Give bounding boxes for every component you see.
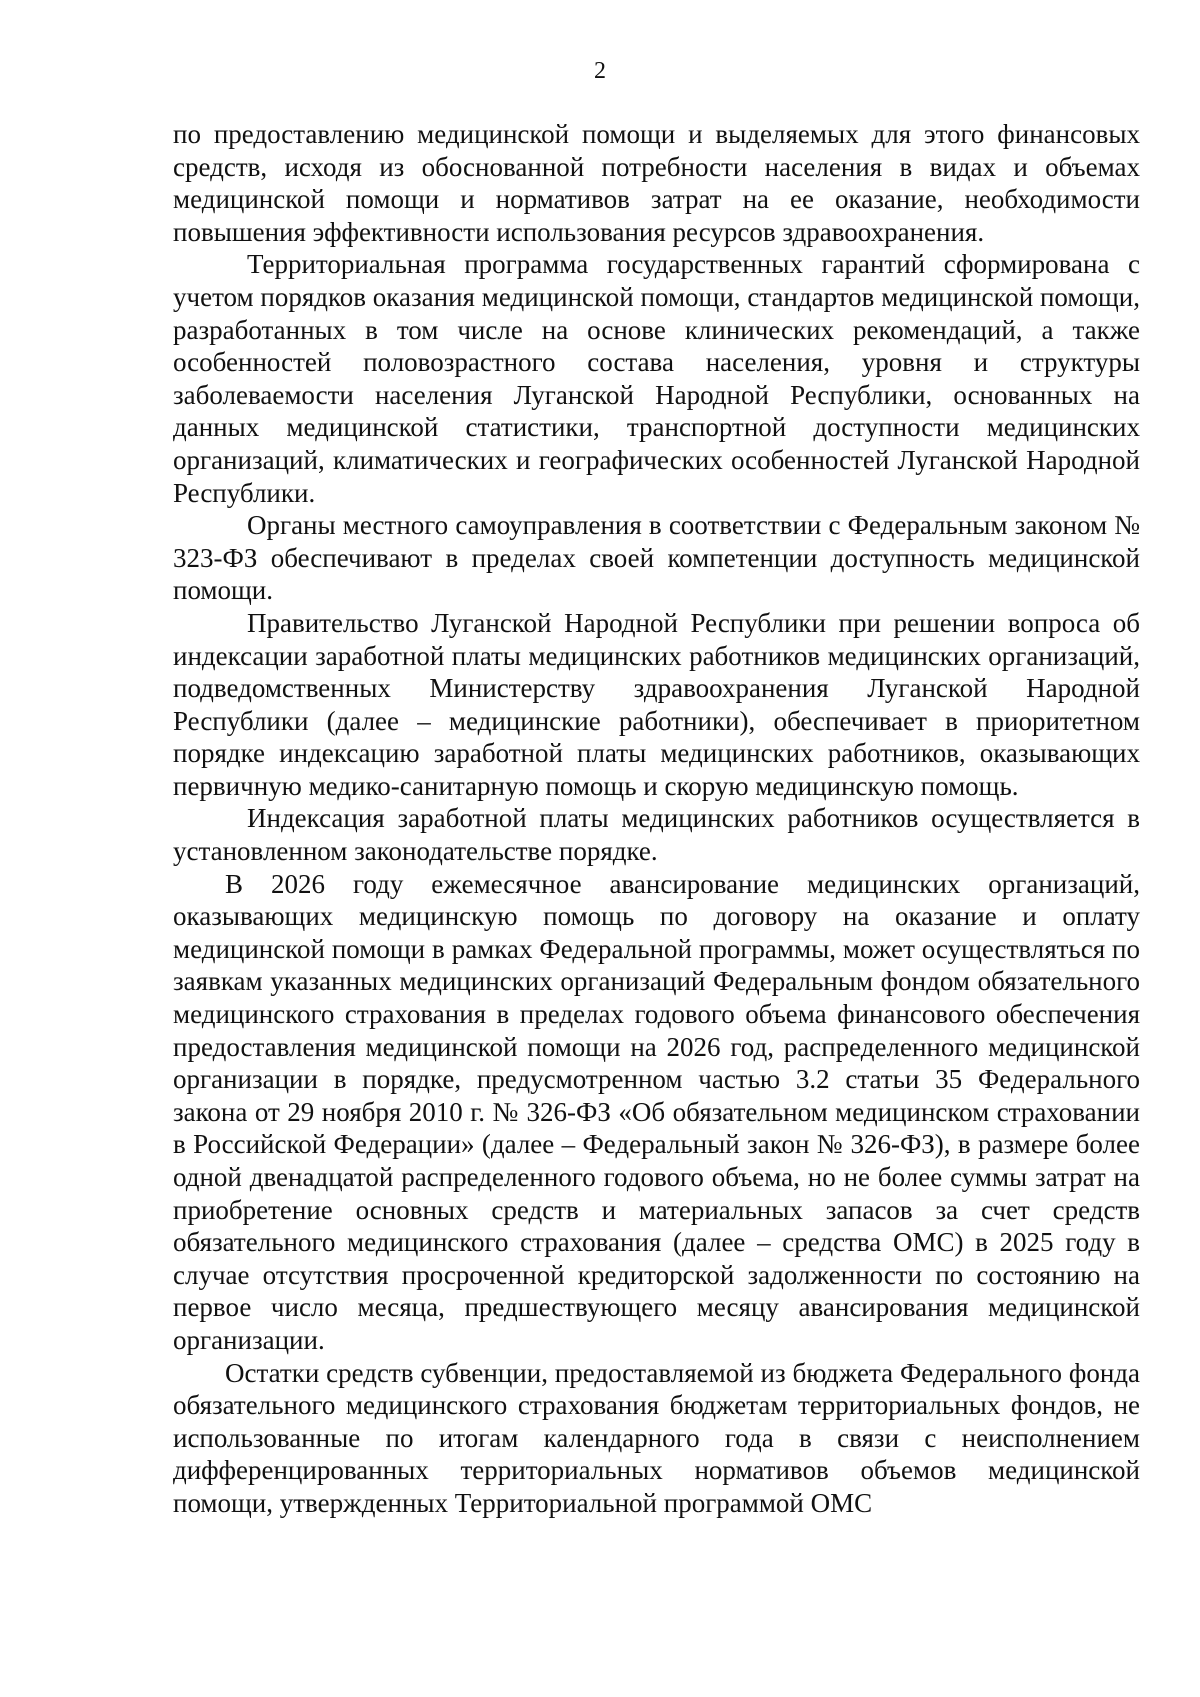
paragraph-subvention-balances: Остатки средств субвенции, предоставляемой из бюджета Федерального фонда обязательного медицинского страхования бюджетам территориальных фондов, не использованные по итогам календарного года в связи с неисполнением дифференцированных территориальных нормативов объемов медицинской помощи, утвержденных Территориальной программой ОМС (173, 1357, 1140, 1518)
paragraph-local-government: Органы местного самоуправления в соответствии с Федеральным законом № 323-ФЗ обеспечивают в пределах своей компетенции доступность медицинской помощи. (173, 510, 1140, 606)
document-body (173, 118, 1140, 1520)
paragraph-continuation: по предоставлению медицинской помощи и выделяемых для этого финансовых средств, исходя из обоснованной потребности населения в видах и объемах медицинской помощи и нормативов затрат на ее оказание, необходимости повышения эффективности использования ресурсов здравоохранения. (173, 119, 1140, 247)
paragraph-territorial-program: Территориальная программа государственных гарантий сформирована с учетом порядков оказания медицинской помощи, стандартов медицинской помощи, разработанных в том числе на основе клинических рекомендаций, а также особенностей половозрастного состава населения, уровня и структуры заболеваемости населения Луганской Народной Республики, основанных на данных медицинской статистики, транспортной доступности медицинских организаций, климатических и географических особенностей Луганской Народной Республики. (173, 249, 1140, 508)
paragraph-salary-indexation-order: Индексация заработной платы медицинских работников осуществляется в установленном законодательстве порядке. (173, 803, 1140, 867)
page-number: 2 (594, 58, 606, 84)
paragraph-advance-payment-2026: В 2026 году ежемесячное авансирование медицинских организаций, оказывающих медицинскую помощь по договору на оказание и оплату медицинской помощи в рамках Федеральной программы, может осуществляться по заявкам указанных медицинских организаций Федеральным фондом обязательного медицинского страхования в пределах годового объема финансового обеспечения предоставления медицинской помощи на 2026 год, распределенного медицинской организации в порядке, предусмотренном частью 3.2 статьи 35 Федерального закона от 29 ноября 2010 г. № 326-ФЗ «Об обязательном медицинском страховании в Российской Федерации» (далее – Федеральный закон № 326-ФЗ), в размере более одной двенадцатой распределенного годового объема, но не более суммы затрат на приобретение основных средств и материальных запасов за счет средств обязательного медицинского страхования (далее – средства ОМС) в 2025 году в случае отсутствия просроченной кредиторской задолженности по состоянию на первое число месяца, предшествующего месяцу авансирования медицинской организации. (173, 868, 1140, 1355)
paragraph-salary-indexation-government: Правительство Луганской Народной Республики при решении вопроса об индексации заработной платы медицинских работников медицинских организаций, подведомственных Министерству здравоохранения Луганской Народной Республики (далее – медицинские работники), обеспечивает в приоритетном порядке индексацию заработной платы медицинских работников, оказывающих первичную медико-санитарную помощь и скорую медицинскую помощь. (173, 607, 1140, 801)
